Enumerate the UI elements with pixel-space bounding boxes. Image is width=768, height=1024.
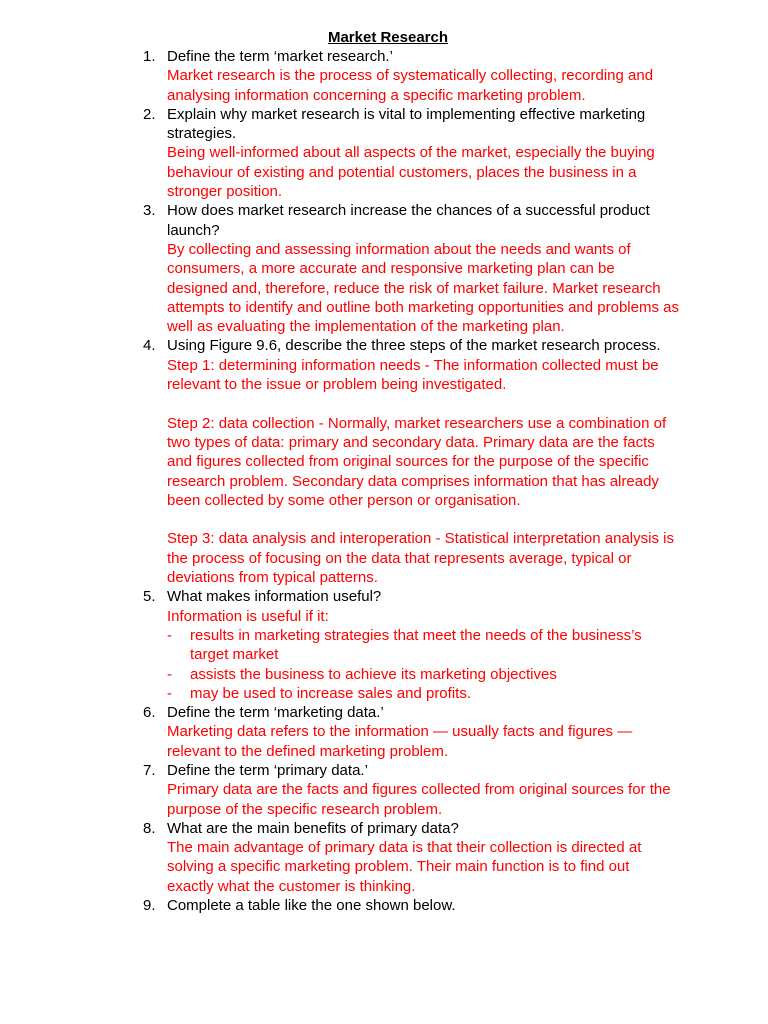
question-item-9 — [0, 896, 679, 915]
bullet-text: results in marketing strategies that meet the needs of the business’s target market — [190, 626, 642, 664]
question-number: 9. — [143, 897, 156, 915]
question-number: 6. — [143, 704, 156, 722]
answer-text: Marketing data refers to the information — usually facts and figures — relevant to the defined marketing problem. — [167, 723, 633, 760]
question-item-8 — [0, 819, 679, 896]
question-item-6 — [0, 703, 679, 761]
question-item-5 — [0, 587, 679, 703]
bullet-text: may be used to increase sales and profits. — [190, 684, 471, 702]
question-text: Define the term ‘market research.’ — [167, 48, 393, 65]
bullet-text: assists the business to achieve its marketing objectives — [190, 665, 557, 683]
question-number: 4. — [143, 337, 156, 355]
question-number: 8. — [143, 819, 156, 837]
dash-bullet-icon: - — [167, 665, 172, 683]
answer-bullet-item — [167, 626, 679, 665]
question-item-4 — [0, 336, 679, 587]
answer-text: The main advantage of primary data is that their collection is directed at solving a specific marketing problem. Their main function is to find out exactly what the customer is thinking. — [167, 839, 642, 895]
question-text: Using Figure 9.6, describe the three steps of the market research process. — [167, 337, 661, 355]
question-list — [0, 47, 768, 915]
paragraph-gap — [167, 510, 679, 529]
answer-text: Primary data are the facts and figures collected from original sources for the purpose of the specific research problem. — [167, 781, 671, 818]
answer-text: Being well-informed about all aspects of the market, especially the buying behaviour of existing and potential customers, places the business in a stronger position. — [167, 144, 655, 201]
question-item-2 — [0, 105, 679, 201]
question-text: Explain why market research is vital to implementing effective marketing strategies. — [167, 105, 646, 143]
question-item-7 — [0, 761, 679, 819]
question-text: How does market research increase the chances of a successful product launch? — [167, 202, 650, 239]
question-number: 2. — [143, 105, 156, 123]
question-text: What makes information useful? — [167, 588, 382, 606]
question-text: What are the main benefits of primary data? — [167, 819, 459, 837]
question-number: 3. — [143, 202, 156, 220]
answer-step-1: Step 1: determining information needs - The information collected must be relevant to the issue or problem being investigated. — [167, 356, 659, 394]
question-text: Define the term ‘primary data.’ — [167, 761, 368, 779]
answer-bullet-item — [167, 684, 679, 703]
paragraph-gap — [167, 394, 679, 413]
answer-step-3: Step 3: data analysis and interoperation - Statistical interpretation analysis is the process of focusing on the data that represents average, typical or deviations from typical patterns. — [167, 530, 674, 587]
dash-bullet-icon: - — [167, 684, 172, 702]
question-text: Complete a table like the one shown below. — [167, 897, 456, 915]
answer-bullet-list — [167, 626, 679, 703]
page-title: Market Research — [327, 29, 449, 46]
question-item-3 — [0, 201, 679, 336]
question-number: 5. — [143, 588, 156, 606]
question-text: Define the term ‘marketing data.’ — [167, 704, 384, 722]
dash-bullet-icon: - — [167, 626, 172, 644]
question-item-1 — [0, 47, 679, 105]
question-number: 1. — [143, 48, 156, 65]
answer-text: By collecting and assessing information about the needs and wants of consumers, a more accurate and responsive marketing plan can be designed and, therefore, reduce the risk of market failure. Market research attempts to identify and outline both marketing opportunities and problems as well as evaluating the implementation of the marketing plan. — [167, 240, 679, 336]
answer-bullet-item — [167, 665, 679, 684]
answer-text: Market research is the process of systematically collecting, recording and analysing information concerning a specific marketing problem. — [167, 67, 654, 104]
question-number: 7. — [143, 761, 156, 779]
answer-text: Information is useful if it: — [167, 607, 329, 625]
answer-step-2: Step 2: data collection - Normally, market researchers use a combination of two types of data: primary and secondary data. Primary data are the facts and figures collected from original sources for the purpose of the specific research problem. Secondary data comprises information that has already been collected by some other person or organisation. — [167, 414, 667, 509]
